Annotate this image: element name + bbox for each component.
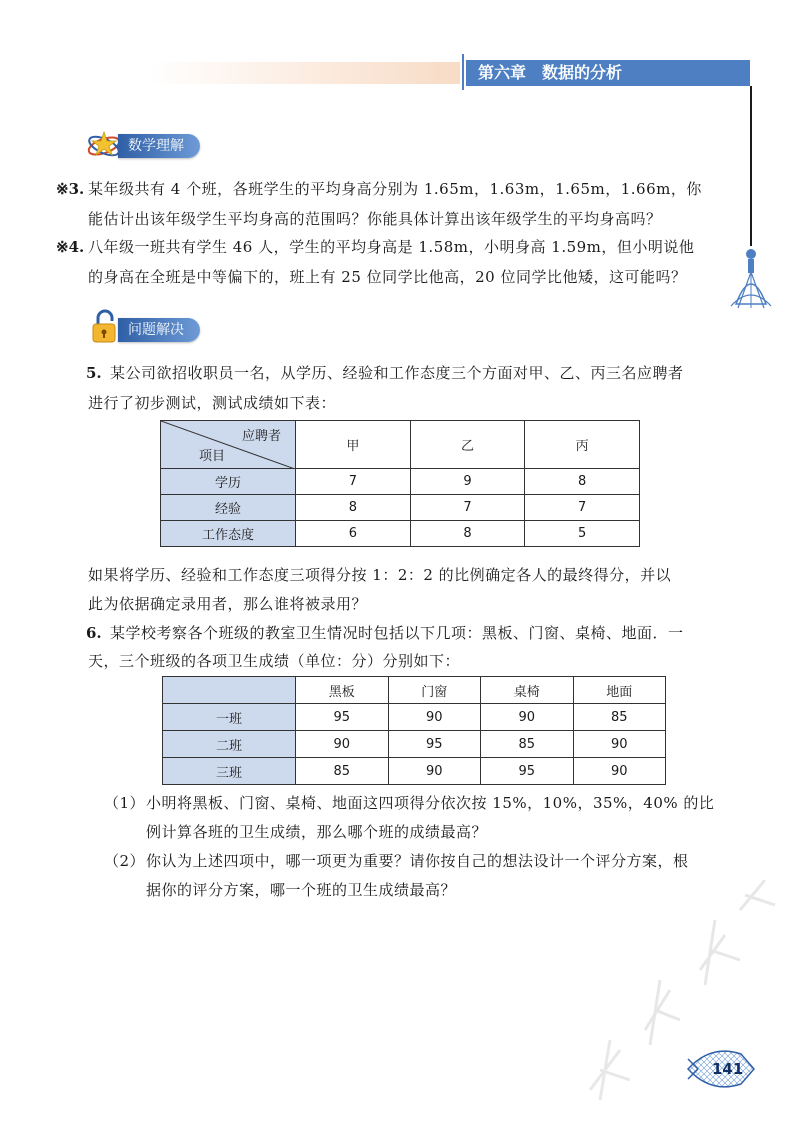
table-header-cell: 丙: [525, 421, 640, 469]
problem-6-marker: 6.: [86, 624, 102, 642]
row-label: 一班: [163, 704, 296, 731]
problem-3-line2: 能估计出该年级学生平均身高的范围吗？你能具体计算出该年级学生的平均身高吗？: [88, 210, 662, 228]
problem-5-line1: 某公司欲招收职员一名，从学历、经验和工作态度三个方面对甲、乙、丙三名应聘者: [110, 364, 684, 382]
question-2-line1: 你认为上述四项中，哪一项更为重要？请你按自己的想法设计一个评分方案，根: [146, 852, 689, 870]
row-label: 工作态度: [161, 521, 296, 547]
row-label: 二班: [163, 731, 296, 758]
table-cell: 7: [296, 469, 411, 495]
problem-5-after2: 此为依据确定录用者，那么谁将被录用？: [88, 595, 368, 613]
table-hygiene: [162, 676, 666, 785]
problem-6-line2: 天，三个班级的各项卫生成绩（单位：分）分别如下：: [88, 652, 461, 670]
table-corner-cell: [163, 677, 296, 704]
table-applicants: [160, 420, 640, 547]
table-cell: 90: [481, 704, 574, 731]
table-row: [161, 469, 640, 495]
table-cell: 6: [296, 521, 411, 547]
table-cell: 95: [296, 704, 389, 731]
table-cell: 9: [410, 469, 525, 495]
problem-5-after1: 如果将学历、经验和工作态度三项得分按 1：2：2 的比例确定各人的最终得分，并以: [88, 566, 672, 584]
table-row: [161, 521, 640, 547]
table-cell: 90: [573, 758, 666, 785]
table-corner-cell: [161, 421, 296, 469]
question-1-line2: 例计算各班的卫生成绩，那么哪个班的成绩最高？: [146, 823, 488, 841]
problem-3-line1: 某年级共有 4 个班，各班学生的平均身高分别为 1.65m，1.63m，1.65m，1.66m，你: [88, 180, 702, 198]
table-cell: 7: [410, 495, 525, 521]
problem-5-marker: 5.: [86, 364, 102, 382]
table-corner-top: 应聘者: [241, 429, 281, 444]
header-decor-band: [150, 62, 460, 84]
row-label: 经验: [161, 495, 296, 521]
table-header-cell: 黑板: [296, 677, 389, 704]
table-row: [161, 495, 640, 521]
margin-rule: [750, 86, 752, 246]
chapter-title: 第六章 数据的分析: [466, 60, 750, 86]
problem-4-marker: ※4.: [56, 238, 85, 256]
question-2-marker: （2）: [104, 852, 146, 870]
table-cell: 90: [388, 704, 481, 731]
table-cell: 8: [525, 469, 640, 495]
table-cell: 85: [573, 704, 666, 731]
table-cell: 85: [481, 731, 574, 758]
table-row: [163, 704, 666, 731]
question-1-marker: （1）: [104, 794, 146, 812]
table-header-cell: 桌椅: [481, 677, 574, 704]
problem-3-marker: ※3.: [56, 180, 85, 198]
section-math-understanding: 数学理解: [118, 134, 200, 158]
table-cell: 7: [525, 495, 640, 521]
question-2-line2: 据你的评分方案，哪一个班的卫生成绩最高？: [146, 881, 457, 899]
table-cell: 90: [296, 731, 389, 758]
table-corner-bottom: 项目: [199, 449, 226, 464]
table-cell: 8: [410, 521, 525, 547]
table-header-cell: 地面: [573, 677, 666, 704]
table-header-cell: 甲: [296, 421, 411, 469]
table-header-cell: 乙: [410, 421, 525, 469]
table-row: [163, 758, 666, 785]
row-label: 三班: [163, 758, 296, 785]
problem-6-line1: 某学校考察各个班级的教室卫生情况时包括以下几项：黑板、门窗、桌椅、地面．一: [110, 624, 684, 642]
header-rule: [462, 54, 464, 90]
table-header-cell: 门窗: [388, 677, 481, 704]
table-cell: 95: [388, 731, 481, 758]
compass-icon: [726, 244, 776, 314]
table-cell: 95: [481, 758, 574, 785]
row-label: 学历: [161, 469, 296, 495]
table-cell: 85: [296, 758, 389, 785]
padlock-icon: [90, 308, 120, 346]
problem-4-line2: 的身高在全班是中等偏下的，班上有 25 位同学比他高，20 位同学比他矮，这可能吗？: [88, 268, 687, 286]
table-cell: 8: [296, 495, 411, 521]
question-1-line1: 小明将黑板、门窗、桌椅、地面这四项得分依次按 15%，10%，35%，40% 的比: [146, 794, 715, 812]
problem-5-line2: 进行了初步测试，测试成绩如下表：: [88, 394, 337, 412]
problem-4-line1: 八年级一班共有学生 46 人，学生的平均身高是 1.58m，小明身高 1.59m，但小明说他: [88, 238, 695, 256]
table-row: [163, 731, 666, 758]
page-number: 141: [712, 1060, 744, 1078]
table-cell: 90: [573, 731, 666, 758]
table-cell: 5: [525, 521, 640, 547]
table-cell: 90: [388, 758, 481, 785]
section-problem-solving: 问题解决: [118, 318, 200, 342]
